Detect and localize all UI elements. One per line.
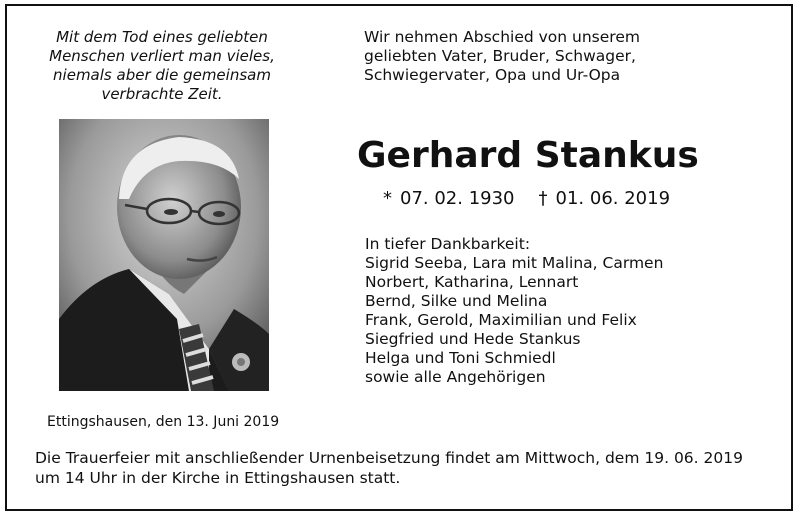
intro-line: Wir nehmen Abschied von unserem: [364, 28, 640, 46]
obituary-card: [5, 4, 793, 511]
place-and-date: Ettingshausen, den 13. Juni 2019: [47, 414, 280, 430]
quote-line: verbrachte Zeit.: [101, 85, 223, 103]
mourners-line: Siegfried und Hede Stankus: [365, 330, 581, 348]
mourners-line: Bernd, Silke und Melina: [365, 292, 548, 310]
mourners-line: In tiefer Dankbarkeit:: [365, 235, 531, 253]
quote-line: Menschen verliert man vieles,: [49, 47, 275, 65]
service-line: Die Trauerfeier mit anschließender Urnenbeisetzung findet am Mittwoch, dem 19. 06. 2019: [35, 449, 743, 467]
intro-line: Schwiegervater, Opa und Ur-Opa: [364, 66, 621, 84]
service-line: um 14 Uhr in der Kirche in Ettingshausen statt.: [35, 469, 401, 487]
portrait-photo: [59, 119, 269, 391]
intro-line: geliebten Vater, Bruder, Schwager,: [364, 47, 636, 65]
quote-line: Mit dem Tod eines geliebten: [56, 28, 268, 46]
mourners-line: Helga und Toni Schmiedl: [365, 349, 556, 367]
farewell-intro: [364, 28, 764, 85]
mourners-line: Sigrid Seeba, Lara mit Malina, Carmen: [365, 254, 664, 272]
mourners-line: Frank, Gerold, Maximilian und Felix: [365, 311, 637, 329]
mourners-line: Norbert, Katharina, Lennart: [365, 273, 579, 291]
birth-date: 07. 02. 1930: [400, 188, 515, 209]
funeral-service-info: [35, 448, 785, 488]
life-dates: [383, 187, 670, 211]
mourners-list: [365, 235, 785, 387]
deceased-name: Gerhard Stankus: [357, 135, 699, 176]
death-date: 01. 06. 2019: [555, 188, 671, 209]
memorial-quote: [27, 28, 297, 104]
quote-line: niemals aber die gemeinsam: [53, 66, 271, 84]
death-cross-icon: †: [538, 188, 548, 209]
mourners-line: sowie alle Angehörigen: [365, 368, 546, 386]
birth-star-icon: *: [383, 188, 392, 209]
